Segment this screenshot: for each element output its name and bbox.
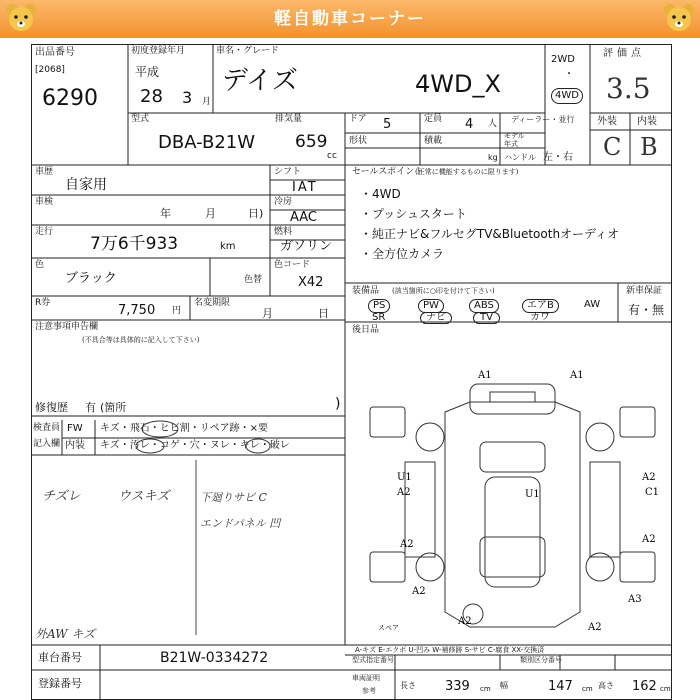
color-code-label: 色コード [274,260,311,270]
height-label: 高さ [598,681,614,690]
hw-note: ウスキズ [118,489,170,504]
repair-suffix: (箇所 [100,401,127,414]
damage-a2-br: A2 [588,622,602,633]
shaken-label: 車検 [35,197,54,207]
damage-a2-r2: A2 [642,534,656,545]
ac-label: 冷房 [274,197,293,207]
reg-month: 3 [182,88,193,107]
height-unit: cm [660,685,671,693]
ext-label: 外装 [597,116,617,127]
warranty-label: 新車保証 [626,286,663,296]
chassis-value: B21W-0334272 [160,650,269,666]
selling-item: ・純正ナビ&フルセグTV&Bluetoothオーディオ [360,227,620,241]
doors-value: 5 [383,117,392,132]
equip-leather: カワ [530,312,550,323]
damage-a2-l2: A2 [400,539,414,550]
model-value: DBA-B21W [158,132,256,153]
reg-month-unit: 月 [202,97,212,107]
damage-a1-right: A1 [570,370,584,381]
repair-label: 修復歴 [35,401,68,414]
damage-a2-b: A2 [412,586,426,597]
selling-item: ・プッシュスタート [360,207,467,221]
equip-sub: (該当箇所に○印を付けて下さい) [392,287,495,295]
notes-label: 注意事項申告欄 [35,322,99,332]
hw-note: エンドパネル 凹 [200,517,281,530]
selling-item: ・4WD [360,187,401,201]
height-value: 162 [632,679,657,694]
name-change-day: 日 [318,307,329,320]
hw-divider [192,460,202,640]
int-items: キズ・汚レ・コゲ・穴・ヌレ・キレ・破レ [100,440,290,451]
history-value: 自家用 [65,177,107,193]
shape-label: 形状 [349,136,368,146]
chassis-label: 車台番号 [38,651,82,664]
damage-u1: U1 [397,472,412,483]
mileage-value: 7万6千933 [90,234,179,254]
len-unit: cm [480,685,491,693]
damage-legend: A-キズ E-エクボ U-凹み W-補修跡 S-サビ C-腐食 XX-交換済 [355,646,545,654]
equip-navi: ナビ [420,312,452,324]
mileage-unit: km [220,241,236,252]
inspector-label2: 記入欄 [33,439,61,449]
equip-tv: TV [473,312,500,324]
int-score: B [640,133,658,161]
equip-label: 装備品 [352,286,380,296]
reg-era: 平成 [135,65,160,79]
fuel-value: ガソリン [280,239,333,254]
recycle-value: 7,750 [118,303,156,318]
shift-value: IAT [292,180,318,195]
equip-airbag: エアB [522,299,559,313]
dealer-label: ディーラー・並行 [511,115,575,124]
disp-value: 659 [295,132,328,152]
load-label: 積載 [424,136,443,146]
model-label: 型式 [131,114,150,124]
disp-unit: cc [327,151,337,161]
hw-note: 外AW キズ [35,627,96,641]
width-unit: cm [582,685,593,693]
warranty-value: 有・無 [628,303,665,317]
recycle-label: R券 [35,298,51,308]
score-label: 評価点 [603,48,645,59]
damage-a2-bl: A2 [458,616,472,627]
model-no-label: 型式指定番号 [352,656,394,664]
color-swap-label: 色替 [244,275,263,285]
width-value: 147 [548,679,573,694]
doors-label: ドア [349,114,367,124]
equip-ps: PS [368,299,390,313]
fuel-label: 燃料 [274,227,293,237]
repair-value: 有 [85,401,96,414]
car-name: デイズ [222,66,298,96]
color-code: X42 [298,275,324,290]
damage-a2-r: A2 [642,472,656,483]
damage-center: U1 [525,489,540,500]
handle-label: ハンドル [504,153,536,162]
reg-year: 28 [140,86,163,107]
inspector-label: 検査員 [33,423,61,433]
drive-dot: ・ [564,69,574,80]
car-label: 車名・グレード [216,46,280,56]
ref-label: 参考 [362,687,376,695]
hw-note: チズレ [42,489,81,504]
ext-items: キズ・飛石・ヒビ割・リペア跡・×要 [100,423,268,434]
ext-score: C [603,133,622,161]
reg-label: 初度登録年月 [131,46,186,56]
cert-label: 車両証明 [352,674,380,682]
spare-label: スペア [378,624,399,632]
lot-number: 6290 [42,86,98,111]
capacity-value: 4 [465,117,474,132]
color-label: 色 [35,260,45,270]
capacity-label: 定員 [424,114,443,124]
seat-label: 後日品 [352,325,380,335]
mileage-label: 走行 [35,227,54,237]
width-label: 幅 [500,681,508,690]
selling-item: ・全方位カメラ [360,247,445,261]
damage-a3: A3 [628,594,642,605]
shaken-month: 月 [205,207,216,220]
int-label: 内装 [637,116,657,127]
page-title: 軽自動車コーナー [274,9,426,29]
selling-label: セールスポイント [352,167,424,177]
inspector-circles [0,415,345,460]
equip-sr: SR [372,312,386,323]
hw-note: 下廻りサビ C [200,491,267,504]
damage-c1: C1 [645,487,660,498]
drive-4wd: 4WD [551,88,583,104]
cat-no-label: 類別区分番号 [520,656,562,664]
model-year-label: モデル 年式 [504,132,525,148]
drive-2wd: 2WD [551,54,575,65]
name-change-label: 名変期限 [194,298,231,308]
car-grade: 4WD_X [415,70,501,98]
history-label: 車歴 [35,167,54,177]
len-value: 339 [445,679,470,694]
repair-close: ) [335,396,341,412]
regno-label: 登録番号 [38,677,82,690]
len-label: 長さ [400,681,416,690]
name-change-month: 月 [262,307,273,320]
lot-sub: [2068] [35,65,65,75]
ac-value: AAC [290,210,317,225]
fw-label: FW [67,423,83,434]
damage-a1-left: A1 [478,370,492,381]
shaken-day: 日) [248,207,264,220]
capacity-unit: 人 [488,119,498,129]
selling-sub: (正常に機能するものに限ります) [415,168,519,176]
int-row-label: 内装 [65,440,85,451]
car-diagram [350,362,670,642]
disp-label: 排気量 [275,114,303,124]
notes-sub: (不具合等は具体的に記入して下さい) [82,336,200,344]
score-value: 3.5 [606,72,651,105]
damage-a2-l: A2 [397,487,411,498]
load-unit: kg [488,153,498,162]
shift-label: シフト [274,167,302,177]
shaken-year: 年 [160,207,171,220]
lot-label: 出品番号 [35,47,75,58]
equip-pw: PW [418,299,444,313]
equip-abs: ABS [469,299,499,313]
recycle-unit: 円 [172,306,182,316]
equip-aw: AW [584,299,601,310]
color-value: ブラック [65,271,117,286]
handle-value: 左・右 [543,152,573,163]
